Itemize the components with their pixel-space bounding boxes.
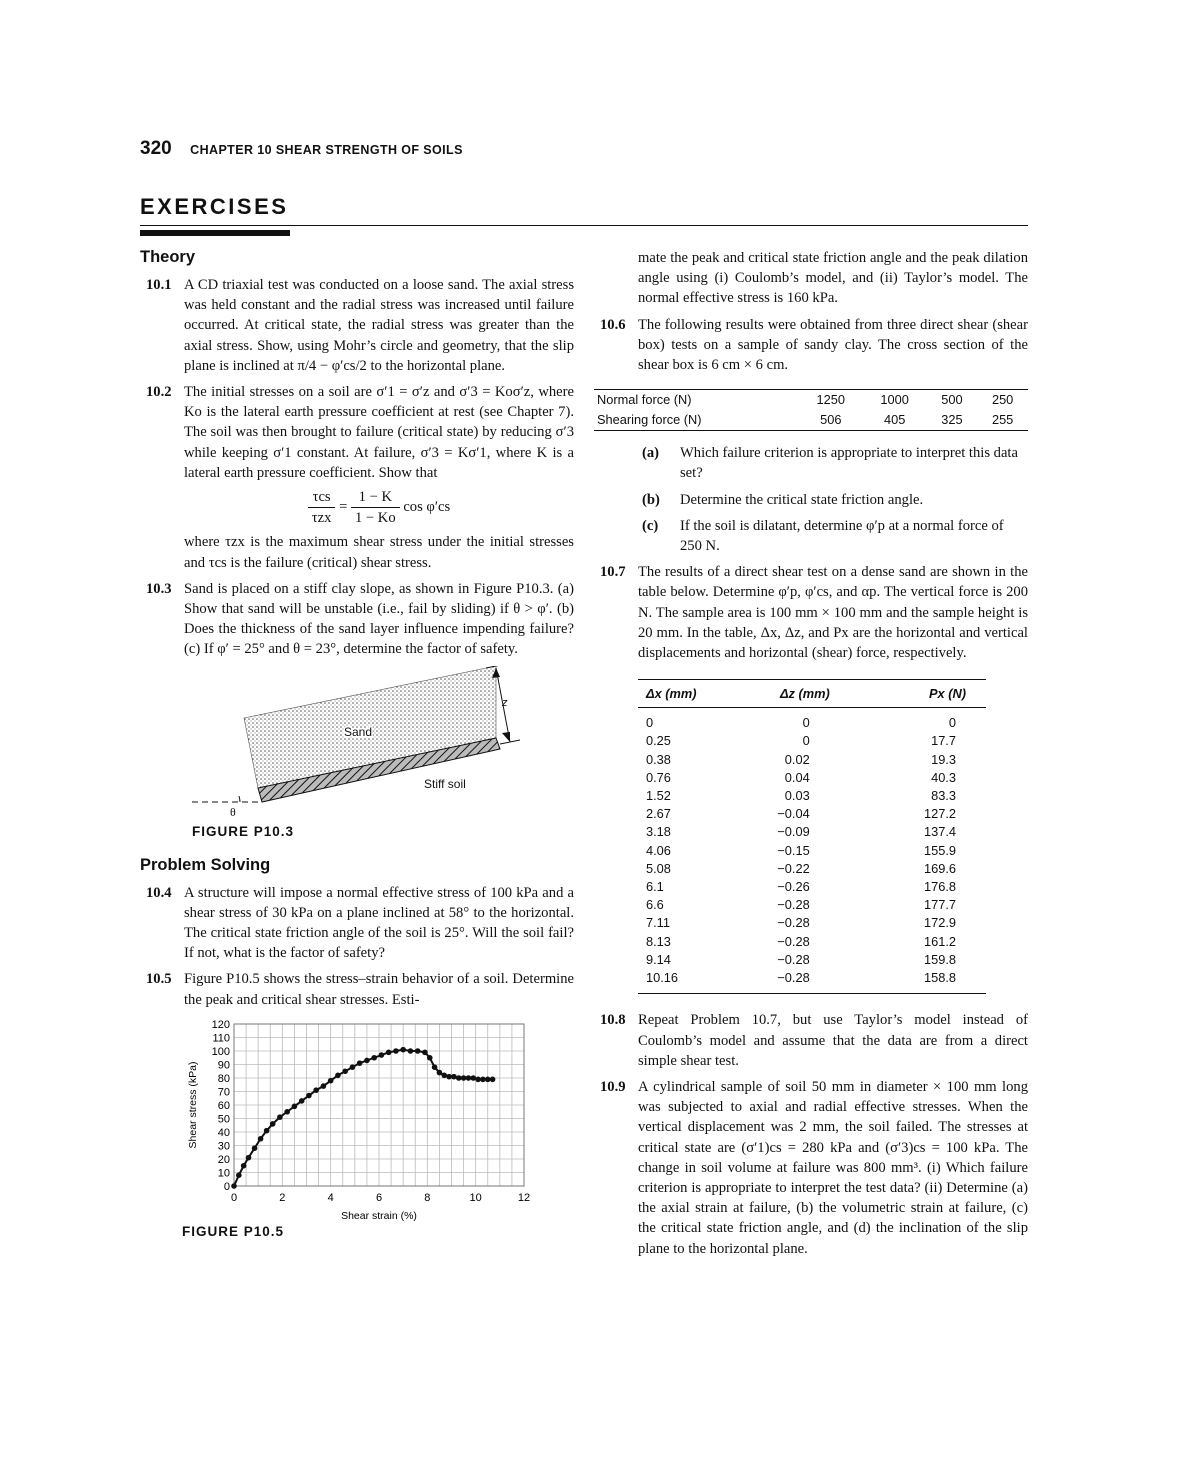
sub-question-text: If the soil is dilatant, determine φ′p at a normal force of 250 N.	[680, 517, 1004, 555]
problem-10-5	[140, 969, 574, 1009]
table-cell: 1.52	[646, 788, 671, 804]
data-point	[400, 1047, 406, 1053]
problem-10-8	[594, 1010, 1028, 1071]
sub-question-text: Determine the critical state friction angle.	[680, 491, 924, 508]
table-cell: −0.26	[777, 879, 810, 895]
data-point	[313, 1087, 319, 1093]
sub-question-label: (c)	[642, 517, 659, 534]
slope-diagram	[140, 666, 574, 828]
table-row	[594, 390, 1028, 411]
table-row	[638, 914, 986, 932]
table-cell: 161.2	[923, 933, 956, 949]
table-row	[638, 769, 986, 787]
left-column	[140, 248, 574, 1246]
row-label: Shearing force (N)	[597, 412, 702, 428]
data-point	[432, 1064, 438, 1070]
data-point	[292, 1103, 298, 1109]
y-tick-label: 40	[217, 1126, 230, 1139]
table-row	[638, 878, 986, 896]
table-cell: 127.2	[923, 806, 956, 822]
table-cell: 158.8	[923, 970, 956, 986]
table-cell: 0.38	[646, 751, 671, 767]
problem-number: 10.7	[600, 564, 626, 581]
problem-text: Sand is placed on a stiff clay slope, as shown in Figure P10.3. (a) Show that sand will be unstable (i.e., fail by sliding) if θ > φ′. (b) Does the thickness of the sand layer influence impending failure? (c) If φ′ = 25° and θ = 23°, determine the factor of safety.	[184, 580, 574, 658]
table-cell: 0.25	[646, 733, 671, 749]
data-point	[415, 1048, 421, 1054]
y-tick-label: 100	[211, 1045, 230, 1058]
table-cell: 506	[820, 412, 842, 428]
data-point	[246, 1155, 252, 1161]
data-point	[371, 1055, 377, 1061]
problem-number: 10.6	[600, 316, 626, 333]
problem-text: Repeat Problem 10.7, but use Taylor’s model instead of Coulomb’s model and assume that the data are from a direct simple shear test.	[638, 1012, 1028, 1069]
data-point	[441, 1072, 447, 1078]
table-cell: 0	[802, 715, 810, 731]
table-row	[638, 708, 986, 733]
running-title: CHAPTER 10 SHEAR STRENGTH OF SOILS	[190, 143, 463, 157]
y-tick-label: 120	[211, 1018, 230, 1031]
right-column	[594, 248, 1028, 1265]
table-cell: 9.14	[646, 951, 671, 967]
data-point	[364, 1058, 370, 1064]
x-tick-label: 8	[424, 1191, 431, 1204]
table-cell: 405	[883, 412, 906, 428]
table-row	[638, 787, 986, 805]
data-point	[456, 1075, 462, 1081]
table-cell: 137.4	[923, 824, 956, 840]
data-point	[357, 1060, 363, 1066]
table-row	[638, 951, 986, 969]
table-row	[638, 751, 986, 769]
data-point	[350, 1064, 356, 1070]
section-title: EXERCISES	[140, 194, 289, 219]
direct-shear-table	[638, 679, 986, 994]
table-cell: −0.22	[777, 860, 810, 876]
title-accent-bar	[140, 230, 290, 236]
table-cell: 40.3	[931, 769, 956, 785]
x-axis-label: Shear strain (%)	[341, 1209, 417, 1222]
table-cell: −0.28	[777, 970, 810, 986]
sub-question	[594, 516, 1028, 556]
table-cell: 6.6	[646, 897, 664, 913]
table-row	[638, 842, 986, 860]
table-cell: 0.76	[646, 769, 671, 785]
problem-text: A CD triaxial test was conducted on a loose sand. The axial stress was held constant and the radial stress was increased until failure occurred. At critical state, the radial stress was greater than the axial stress. Show, using Mohr’s circle and geometry, that the slip plane is inclined at π/4 − φ′cs/2 to the horizontal plane.	[184, 277, 574, 374]
z-label: z	[502, 696, 508, 709]
table-cell: 4.06	[646, 842, 671, 858]
table-row	[638, 969, 986, 994]
sub-question-label: (b)	[642, 491, 660, 508]
figure-caption: FIGURE P10.5	[182, 1223, 285, 1239]
x-tick-label: 2	[279, 1191, 286, 1204]
data-point	[252, 1145, 258, 1151]
figure-caption: FIGURE P10.3	[192, 823, 295, 839]
problem-10-7	[594, 562, 1028, 663]
x-tick-label: 4	[327, 1191, 334, 1204]
data-point	[408, 1048, 414, 1054]
theory-heading: Theory	[140, 248, 196, 266]
problem-10-4	[140, 883, 574, 964]
table-cell: 155.9	[923, 842, 956, 858]
z-arrow-bottom	[502, 732, 510, 742]
data-point	[231, 1183, 237, 1189]
table-row	[638, 732, 986, 750]
table-cell: 10.16	[646, 970, 679, 986]
y-tick-label: 30	[217, 1140, 230, 1153]
y-tick-label: 90	[217, 1059, 230, 1072]
data-point	[284, 1109, 290, 1115]
data-point	[475, 1076, 481, 1082]
table-cell: 0.03	[784, 788, 810, 804]
y-tick-label: 20	[217, 1153, 230, 1166]
x-tick-label: 10	[469, 1191, 482, 1204]
series-line	[234, 1050, 493, 1186]
eq-rhs-den: 1 − Ko	[354, 510, 396, 527]
problem-10-6	[594, 315, 1028, 376]
data-point	[461, 1075, 467, 1081]
table-cell: 2.67	[646, 806, 671, 822]
theta-label: θ	[230, 804, 236, 819]
data-point	[241, 1163, 247, 1169]
table-cell: 159.8	[923, 951, 956, 967]
data-point	[342, 1068, 348, 1074]
table-row	[638, 823, 986, 841]
problem-10-9	[594, 1077, 1028, 1259]
eq-equals: =	[339, 499, 348, 516]
table-cell: 0.04	[784, 769, 810, 785]
problem-number: 10.8	[600, 1012, 626, 1029]
table-cell: −0.28	[777, 933, 810, 949]
data-point	[490, 1076, 496, 1082]
problem-text: A cylindrical sample of soil 50 mm in diameter × 100 mm long was subjected to axial and radial effective stresses. When the vertical displacement was 2 mm, the soil failed. The stresses at critical state are (σ′1)cs = 280 kPa and (σ′3)cs = 100 kPa. The change in soil volume at failure was 800 mm³. (i) Which failure criterion is appropriate to interpret the test data? (ii) Determine (a) the axial strain at failure, (b) the volumetric strain at failure, (c) the critical state friction angle, and (d) the inclination of the slip plane to the horizontal plane.	[638, 1078, 1028, 1257]
problem-number: 10.4	[146, 884, 172, 901]
table-cell: 5.08	[646, 860, 671, 876]
problem-number: 10.1	[146, 277, 172, 293]
table-cell: 172.9	[923, 915, 956, 931]
table-cell: 250	[991, 392, 1014, 408]
table-cell: 6.1	[646, 879, 664, 895]
data-point	[480, 1076, 486, 1082]
problem-number: 10.3	[146, 580, 172, 597]
table-cell: 1000	[880, 392, 909, 408]
eq-tail: cos φ′cs	[403, 499, 451, 516]
table-row	[638, 933, 986, 951]
data-point	[264, 1128, 270, 1134]
sub-question-label: (a)	[642, 445, 660, 462]
stiff-soil-label: Stiff soil	[424, 776, 466, 791]
sub-question	[594, 490, 1028, 510]
problem-10-5-continuation: mate the peak and critical state friction angle and the peak dilation angle using (i) Coulomb’s model, and (ii) Taylor’s model. The normal effective stress is 160 kPa.	[638, 250, 1028, 307]
table-cell: 17.7	[931, 733, 956, 749]
data-point	[306, 1093, 312, 1099]
problem-solving-heading: Problem Solving	[140, 855, 271, 874]
page-number: 320	[140, 138, 172, 159]
row-label: Normal force (N)	[597, 392, 692, 408]
data-point	[277, 1114, 283, 1120]
problem-text: A structure will impose a normal effective stress of 100 kPa and a shear stress of 30 kPa on a plane inclined at 58° to the horizontal. The critical state friction angle of the soil is 25°. Will the soil fail? If not, what is the factor of safety?	[184, 884, 574, 962]
table-cell: −0.15	[777, 842, 810, 858]
data-point	[379, 1052, 385, 1058]
table-cell: 0	[802, 733, 810, 749]
y-tick-label: 10	[217, 1167, 230, 1180]
table-cell: 500	[941, 392, 963, 408]
table-cell: 0	[646, 715, 654, 731]
y-tick-label: 50	[217, 1113, 230, 1126]
table-cell: 176.8	[923, 879, 956, 895]
problem-10-3	[140, 579, 574, 660]
figure-p10-5	[140, 1016, 574, 1246]
table-cell: 8.13	[646, 933, 671, 949]
col-header-dz: Δz (mm)	[720, 680, 890, 708]
y-tick-label: 70	[217, 1086, 230, 1099]
data-point	[270, 1121, 276, 1127]
table-cell: 0	[948, 715, 956, 731]
problem-10-1	[140, 275, 574, 376]
table-cell: −0.28	[777, 951, 810, 967]
data-point	[422, 1049, 428, 1055]
table-row	[638, 860, 986, 878]
figure-p10-3	[140, 666, 574, 846]
problem-number: 10.2	[146, 384, 172, 401]
eq-lhs-den: τzx	[311, 510, 332, 527]
data-point	[485, 1076, 491, 1082]
problem-10-2	[140, 382, 574, 573]
col-header-dx: Δx (mm)	[638, 680, 720, 708]
problem-text: The initial stresses on a soil are σ′1 = σ′z and σ′3 = Koσ′z, where Ko is the lateral earth pressure coefficient at rest (see Chapter 7). The soil was then brought to failure (critical state) by reducing σ′3 while keeping σ′1 constant. At failure, σ′3 = Kσ′1, where K is a lateral earth pressure coefficient. Show that	[184, 384, 574, 481]
problem-text: Figure P10.5 shows the stress–strain behavior of a soil. Determine the peak and critical shear stresses. Esti-	[184, 971, 574, 1008]
table-cell: 19.3	[931, 751, 956, 767]
table-cell: 169.6	[923, 860, 956, 876]
problem-10-6-items	[594, 443, 1028, 556]
eq-rhs-num: 1 − K	[351, 487, 400, 508]
data-point	[446, 1074, 452, 1080]
table-cell: 7.11	[646, 915, 670, 931]
table-cell: −0.28	[777, 915, 810, 931]
y-tick-label: 60	[217, 1099, 230, 1112]
sub-question-text: Which failure criterion is appropriate to interpret this data set?	[680, 445, 1018, 482]
data-point	[258, 1136, 264, 1142]
page-header	[140, 138, 463, 160]
data-point	[451, 1074, 457, 1080]
table-row	[638, 805, 986, 823]
table-cell: 83.3	[931, 788, 956, 804]
y-tick-label: 0	[223, 1180, 230, 1193]
data-point	[427, 1055, 433, 1061]
shear-box-table	[594, 389, 1028, 431]
table-cell: 177.7	[923, 897, 956, 913]
problem-number: 10.9	[600, 1078, 626, 1095]
table-cell: −0.04	[777, 806, 810, 822]
table-header-row	[638, 680, 986, 708]
data-point	[466, 1075, 472, 1081]
stress-strain-chart	[140, 1016, 574, 1222]
data-point	[321, 1083, 327, 1089]
table-cell: 0.02	[784, 751, 810, 767]
x-tick-label: 12	[517, 1191, 531, 1204]
table-row	[638, 896, 986, 914]
x-tick-label: 0	[230, 1191, 238, 1204]
y-tick-label: 80	[217, 1072, 230, 1085]
table-cell: 3.18	[646, 824, 671, 840]
eq-lhs-num: τcs	[308, 487, 336, 508]
data-point	[335, 1072, 341, 1078]
equation	[184, 487, 574, 528]
data-point	[299, 1098, 305, 1104]
table-cell: 255	[991, 412, 1014, 428]
problem-text: The results of a direct shear test on a dense sand are shown in the table below. Determine φ′p, φ′cs, and αp. The vertical force is 200 N. The sample area is 100 mm × 100 mm and the sample height is 20 mm. In the table, Δx, Δz, and Px are the horizontal and vertical displacements and horizontal (shear) force, respectively.	[638, 564, 1028, 662]
data-point	[328, 1078, 334, 1084]
x-tick-label: 6	[375, 1191, 383, 1204]
data-point	[437, 1070, 443, 1076]
data-point	[393, 1048, 399, 1054]
table-row	[594, 410, 1028, 431]
eq-rhs	[351, 487, 400, 528]
data-point	[470, 1075, 476, 1081]
col-header-px: Px (N)	[890, 680, 986, 708]
problem-text-continued: where τzx is the maximum shear stress under the initial stresses and τcs is the failure (critical) shear stress.	[184, 534, 574, 571]
table-cell: 325	[941, 412, 963, 428]
sand-label: Sand	[344, 724, 373, 739]
title-rule	[140, 225, 1028, 226]
data-point	[386, 1049, 392, 1055]
eq-lhs	[308, 487, 336, 528]
data-point	[236, 1172, 242, 1178]
table-cell: −0.09	[777, 824, 810, 840]
y-tick-label: 110	[212, 1032, 230, 1045]
y-axis-label: Shear stress (kPa)	[187, 1061, 199, 1149]
theta-arc	[239, 796, 240, 802]
problem-number: 10.5	[146, 971, 172, 988]
table-cell: 1250	[816, 392, 846, 408]
sub-question	[594, 443, 1028, 483]
table-cell: −0.28	[777, 897, 810, 913]
problem-text: The following results were obtained from three direct shear (shear box) tests on a sample of sandy clay. The cross section of the shear box is 6 cm × 6 cm.	[638, 316, 1028, 374]
